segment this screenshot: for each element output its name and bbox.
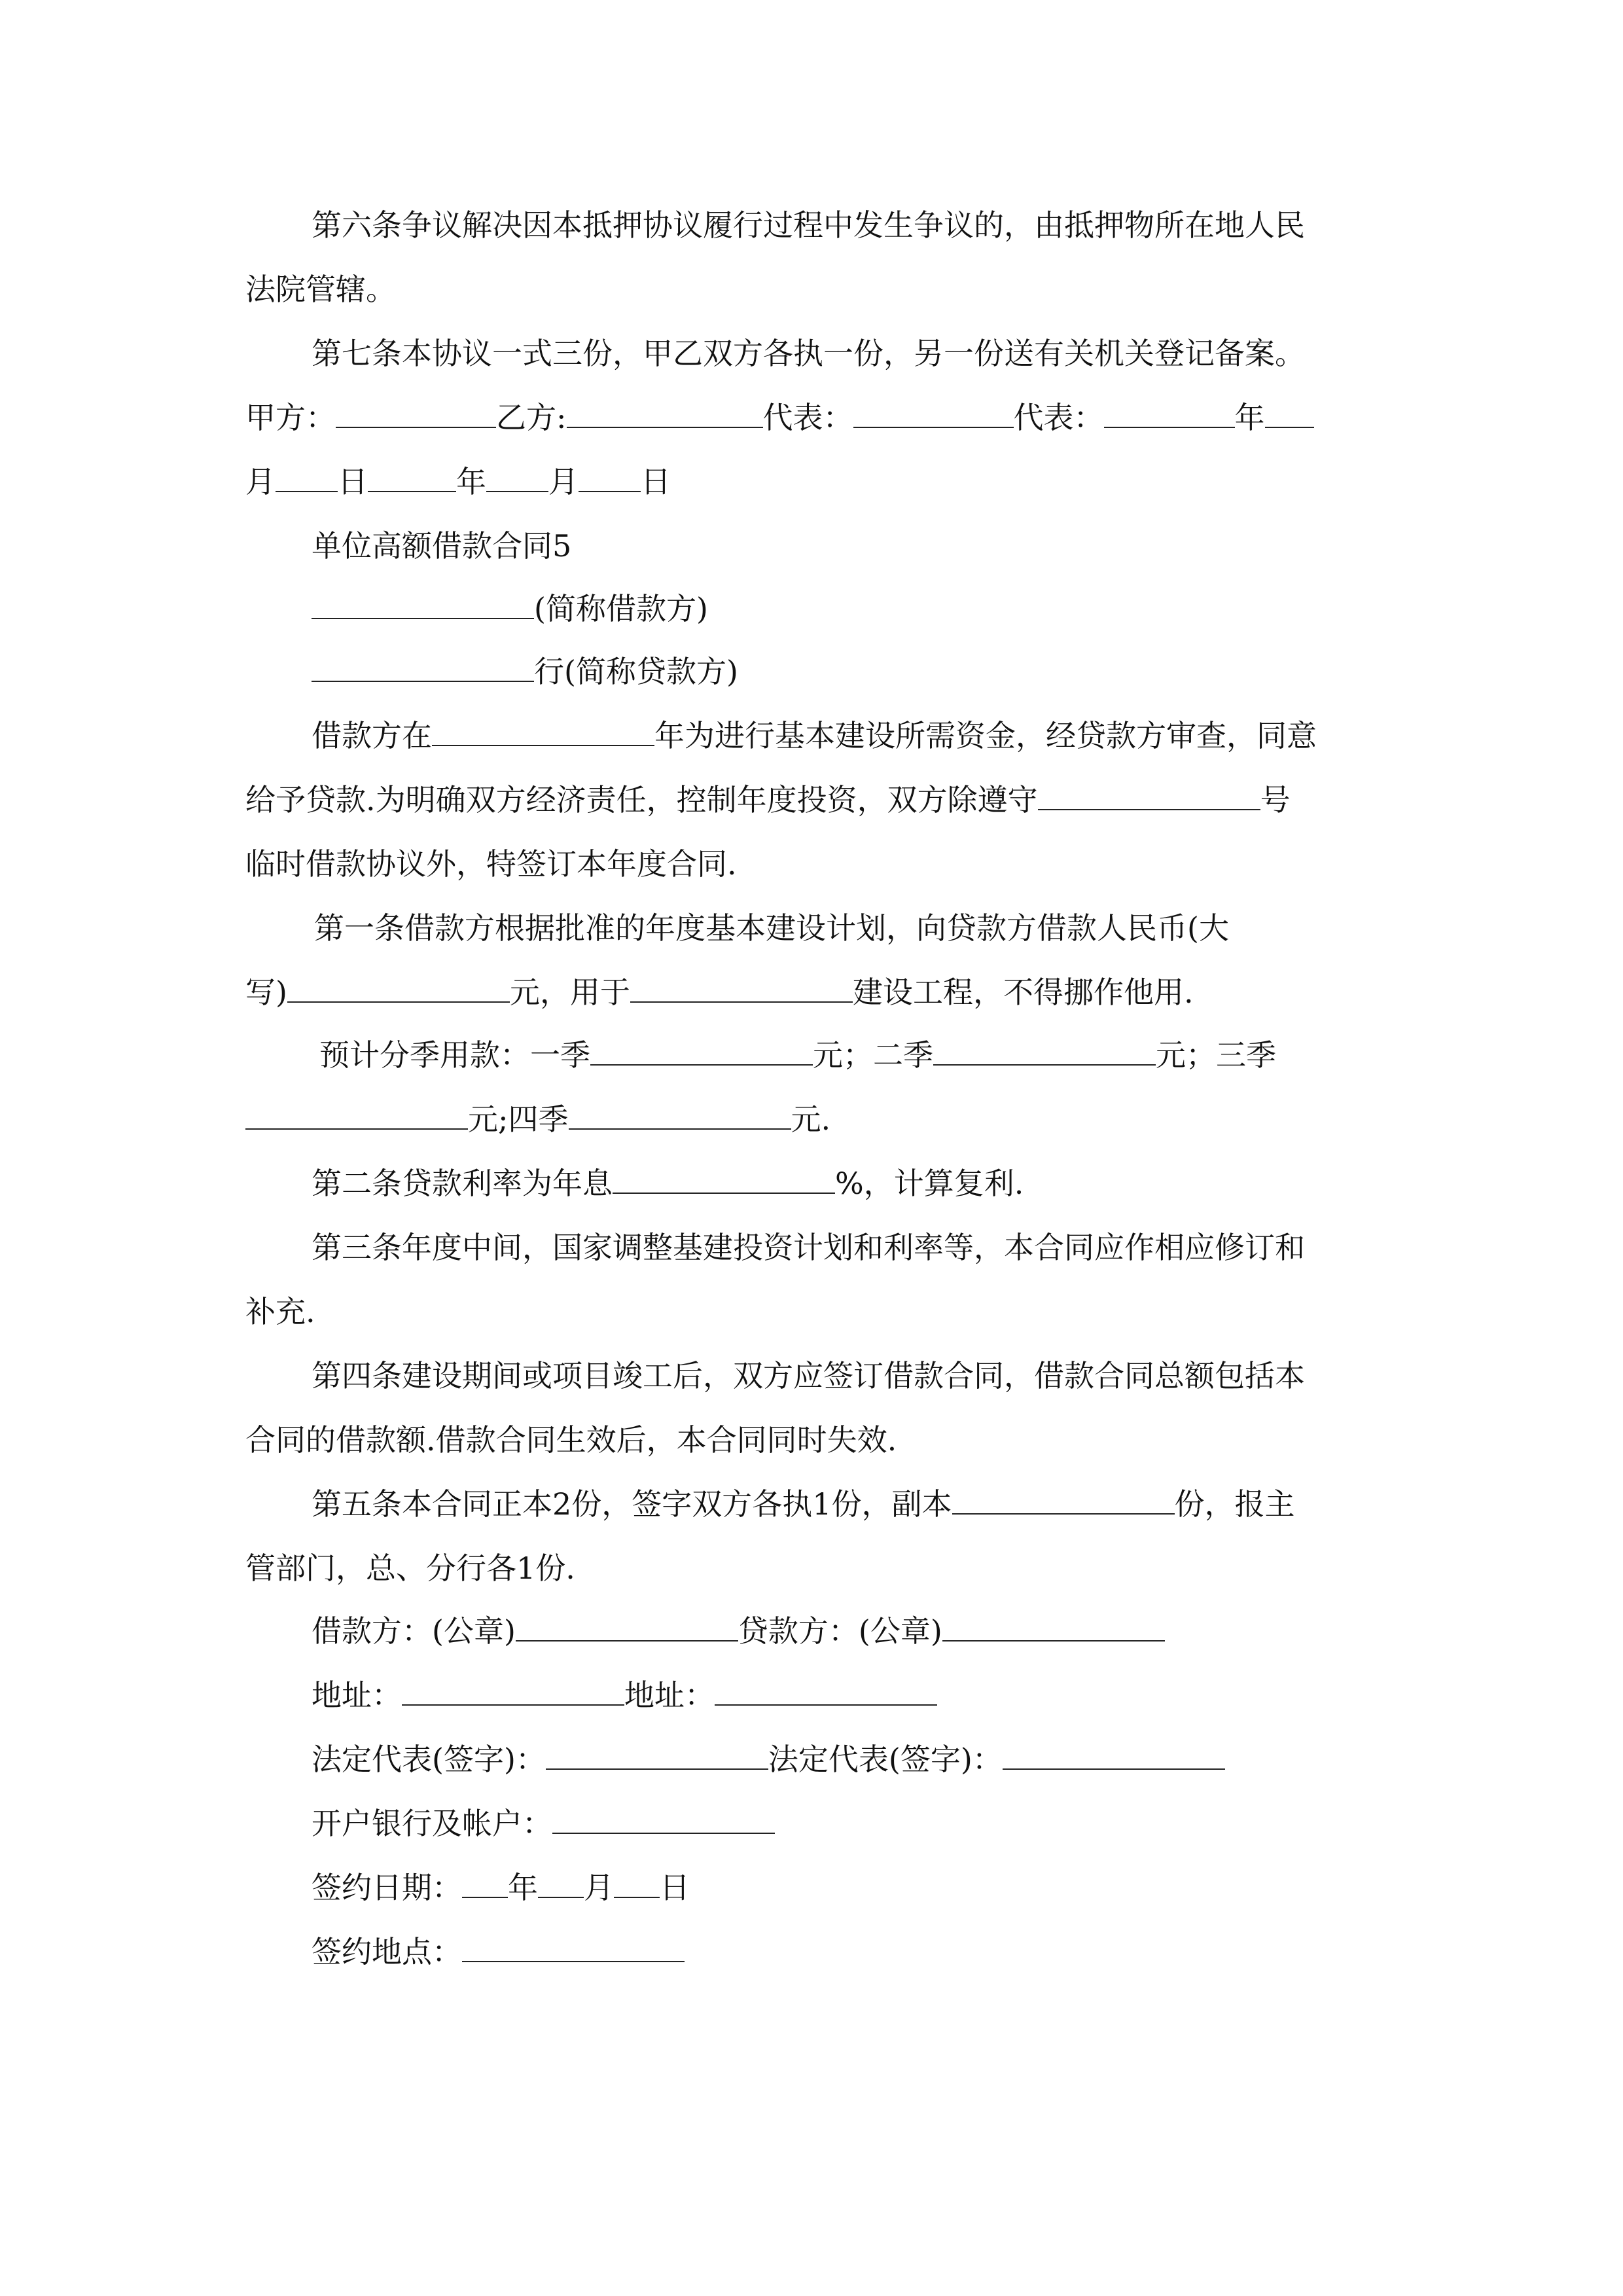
article-1-line-1: 第一条借款方根据批准的年度基本建设计划，向贷款方借款人民币(大 (314, 910, 1229, 946)
preamble-line-3: 临时借款协议外，特签订本年度合同. (245, 846, 737, 882)
quarters-line-2: 元;四季 元. (245, 1101, 830, 1138)
seal-line: 借款方：(公章) 贷款方：(公章) (312, 1613, 1165, 1649)
bank-account-line: 开户银行及帐户： (312, 1805, 775, 1842)
preamble-line-2: 给予贷款.为明确双方经济责任，控制年度投资，双方除遵守 号 (245, 782, 1291, 817)
date-line: 月 日 年 月 日 (245, 464, 671, 499)
article-4-line-1: 第四条建设期间或项目竣工后，双方应签订借款合同，借款合同总额包括本 (312, 1358, 1305, 1393)
preamble-line-1: 借款方在 年为进行基本建设所需资金，经贷款方审查，同意 (312, 718, 1317, 753)
article-7: 第七条本协议一式三份，甲乙双方各执一份，另一份送有关机关登记备案。 (312, 336, 1305, 371)
article-5-line-1: 第五条本合同正本2份，签字双方各执1份，副本 份，报主 (312, 1486, 1295, 1522)
article-4-line-2: 合同的借款额.借款合同生效后，本合同同时失效. (245, 1422, 897, 1458)
article-3-line-2: 补充. (245, 1294, 315, 1329)
article-5-line-2: 管部门，总、分行各1份. (245, 1551, 575, 1586)
rep1-blank (853, 402, 1014, 428)
party-a-blank (336, 402, 496, 428)
rep2-blank (1104, 402, 1235, 428)
lender-abbr: 行(简称贷款方) (312, 653, 738, 690)
article-3-line-1: 第三条年度中间，国家调整基建投资计划和利率等，本合同应作相应修订和 (312, 1230, 1305, 1265)
lender-name-blank (312, 656, 534, 682)
quarters-line-1: 预计分季用款：一季 元；二季 元；三季 (319, 1037, 1276, 1073)
article-2: 第二条贷款利率为年息 %，计算复利. (312, 1166, 1024, 1201)
sign-date-line: 签约日期： 年 月 日 (312, 1870, 690, 1905)
legal-rep-line: 法定代表(签字)： 法定代表(签字)： (312, 1741, 1225, 1778)
borrower-name-blank (312, 593, 534, 619)
article-6-line-2: 法院管辖。 (245, 272, 396, 307)
article-6-line-1: 第六条争议解决因本抵押协议履行过程中发生争议的，由抵押物所在地人民 (312, 207, 1305, 243)
borrower-abbr: (简称借款方) (312, 590, 708, 627)
contract-title: 单位高额借款合同5 (312, 528, 572, 564)
signature-line: 甲方： 乙方: 代表： 代表： 年 (245, 399, 1314, 436)
sign-place-line: 签约地点： (312, 1933, 685, 1970)
party-b-blank (567, 402, 763, 428)
article-1-line-2: 写) 元，用于 建设工程，不得挪作他用. (245, 975, 1194, 1010)
address-line: 地址： 地址： (312, 1677, 937, 1713)
